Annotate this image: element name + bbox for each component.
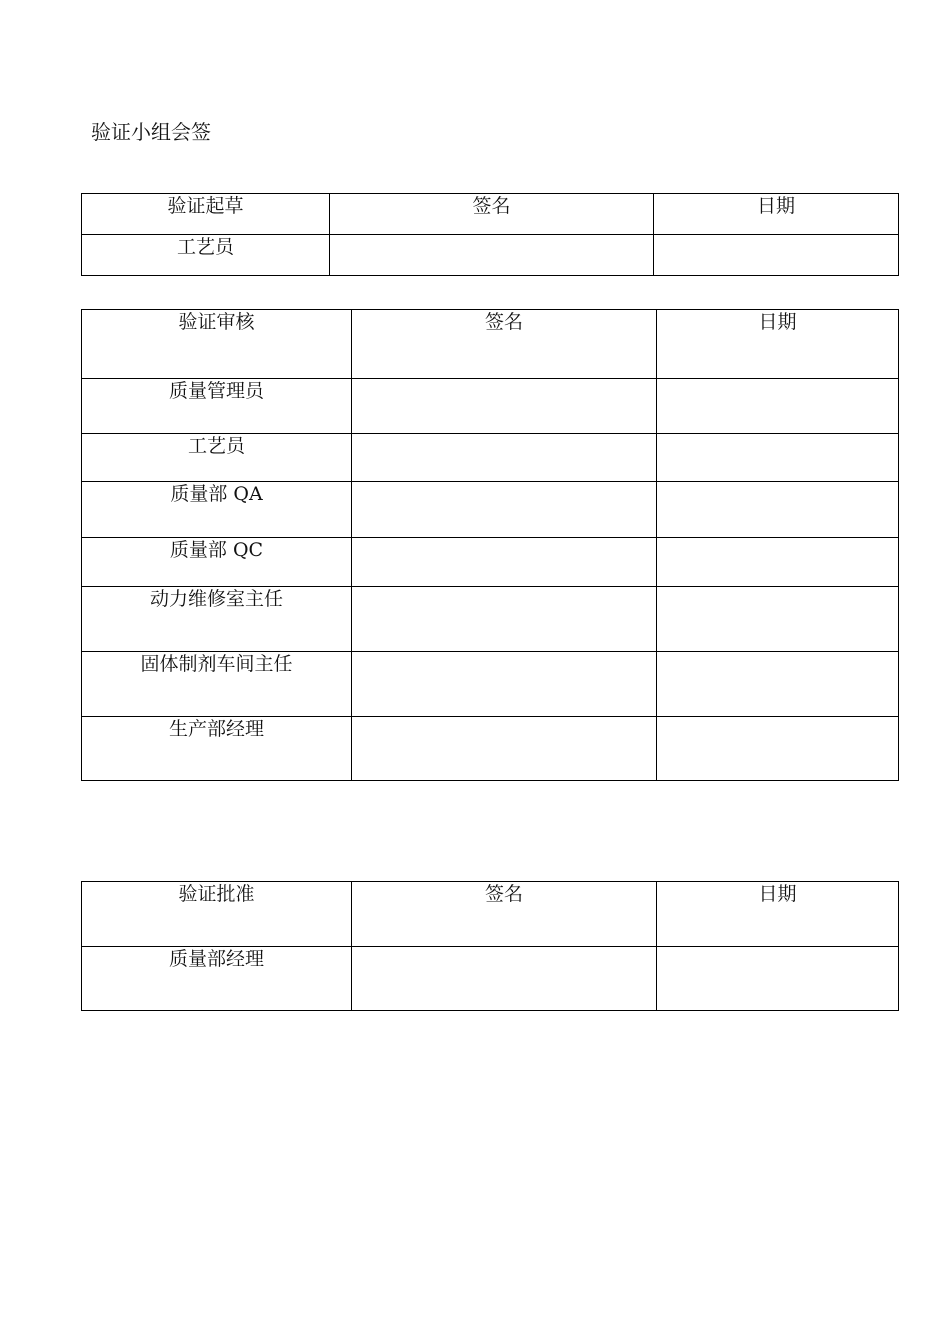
- role-cell: [82, 587, 352, 652]
- table-row: [82, 587, 899, 652]
- date-cell[interactable]: [654, 235, 899, 276]
- date-cell[interactable]: [657, 482, 899, 538]
- role-column-header: [82, 194, 330, 235]
- date-column-header: [657, 310, 899, 379]
- date-cell[interactable]: [657, 587, 899, 652]
- signature-cell[interactable]: [352, 652, 657, 717]
- role-cell: [82, 235, 330, 276]
- page-title: 验证小组会签: [91, 120, 211, 144]
- signature-header-label: 签名: [472, 195, 511, 217]
- role-cell: [82, 482, 352, 538]
- table-header-row: [82, 882, 899, 947]
- role-label: 动力维修室主任: [149, 588, 283, 610]
- role-cell: [82, 538, 352, 587]
- role-label: 固体制剂车间主任: [140, 653, 293, 675]
- table-header-row: [82, 194, 899, 235]
- table-row: [82, 538, 899, 587]
- date-column-header: [654, 194, 899, 235]
- role-header-label: 验证起草: [167, 195, 244, 217]
- role-cell: [82, 652, 352, 717]
- table-row: [82, 434, 899, 482]
- role-label: 生产部经理: [168, 718, 264, 740]
- role-column-header: [82, 882, 352, 947]
- date-cell[interactable]: [657, 434, 899, 482]
- signature-header-label: 签名: [484, 311, 523, 333]
- date-cell[interactable]: [657, 538, 899, 587]
- table-row: [82, 379, 899, 434]
- signature-cell[interactable]: [352, 538, 657, 587]
- table-row: [82, 652, 899, 717]
- signature-cell[interactable]: [352, 482, 657, 538]
- signature-cell[interactable]: [352, 717, 657, 781]
- date-header-label: 日期: [758, 311, 797, 333]
- approval-signoff-table: [81, 881, 899, 1011]
- role-label: 工艺员: [176, 236, 234, 258]
- role-label: 质量部 QC: [169, 539, 264, 561]
- signature-cell[interactable]: [352, 434, 657, 482]
- table-header-row: [82, 310, 899, 379]
- signature-column-header: [352, 310, 657, 379]
- date-column-header: [657, 882, 899, 947]
- table-row: [82, 482, 899, 538]
- date-header-label: 日期: [756, 195, 795, 217]
- role-cell: [82, 434, 352, 482]
- date-cell[interactable]: [657, 652, 899, 717]
- role-header-label: 验证批准: [178, 883, 255, 905]
- signature-cell[interactable]: [330, 235, 654, 276]
- role-label: 质量管理员: [168, 380, 264, 402]
- signature-cell[interactable]: [352, 587, 657, 652]
- draft-signoff-table: [81, 193, 899, 276]
- role-cell: [82, 717, 352, 781]
- role-label: 质量部经理: [168, 948, 264, 970]
- signature-header-label: 签名: [484, 883, 523, 905]
- signature-column-header: [330, 194, 654, 235]
- review-signoff-table: [81, 309, 899, 781]
- table-row: [82, 947, 899, 1011]
- signature-cell[interactable]: [352, 379, 657, 434]
- role-cell: [82, 947, 352, 1011]
- date-header-label: 日期: [758, 883, 797, 905]
- table-row: [82, 235, 899, 276]
- role-label: 工艺员: [187, 435, 245, 457]
- role-cell: [82, 379, 352, 434]
- date-cell[interactable]: [657, 379, 899, 434]
- date-cell[interactable]: [657, 717, 899, 781]
- date-cell[interactable]: [657, 947, 899, 1011]
- role-column-header: [82, 310, 352, 379]
- table-row: [82, 717, 899, 781]
- role-label: 质量部 QA: [170, 483, 263, 505]
- signature-column-header: [352, 882, 657, 947]
- role-header-label: 验证审核: [178, 311, 255, 333]
- signature-cell[interactable]: [352, 947, 657, 1011]
